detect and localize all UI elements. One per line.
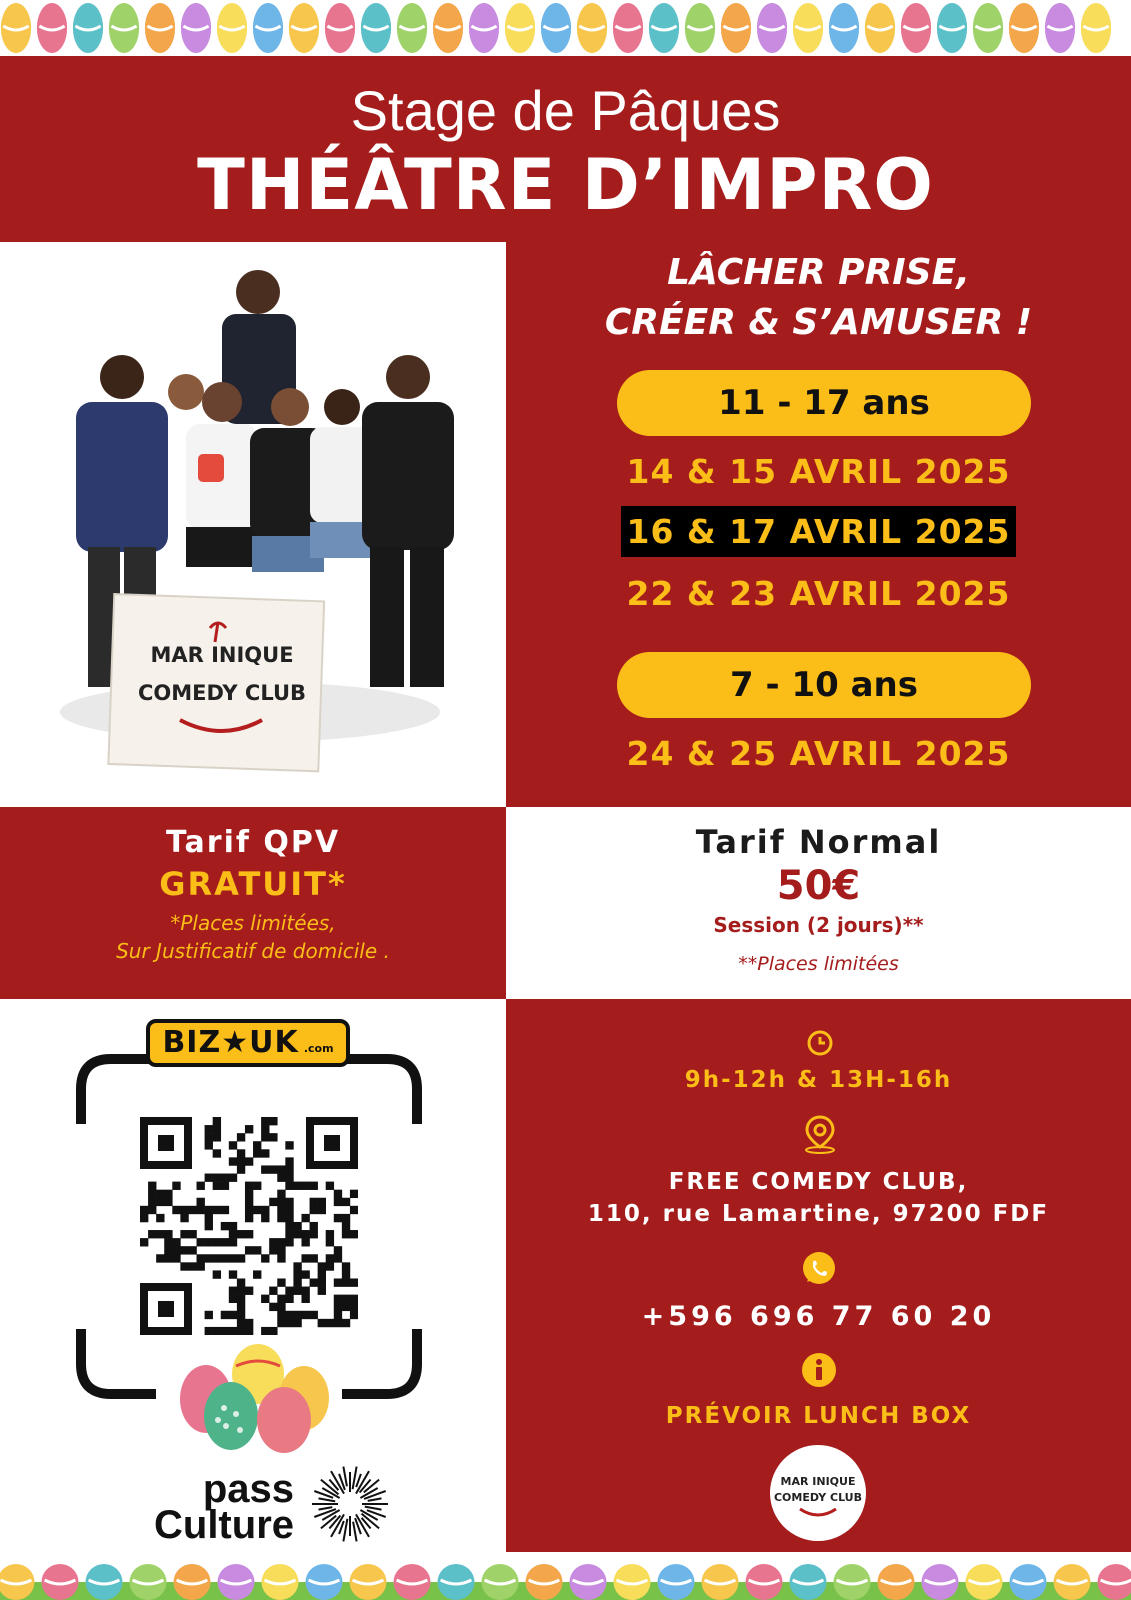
qr-module [310, 1230, 318, 1238]
qr-module [310, 1182, 318, 1190]
qr-module [148, 1230, 156, 1238]
qr-module [213, 1206, 221, 1214]
qr-module [285, 1165, 293, 1173]
burst-ray [319, 1507, 333, 1510]
qr-module [164, 1198, 172, 1206]
qr-module [164, 1254, 172, 1262]
qr-module [229, 1270, 237, 1278]
qr-module [277, 1206, 285, 1214]
group-photo-illustration [0, 242, 506, 807]
phone-number[interactable]: +596 696 77 60 20 [641, 1301, 996, 1332]
qr-module [245, 1125, 253, 1133]
bizouk-logo-text: BIZ★UK [162, 1025, 299, 1060]
qr-module [301, 1287, 309, 1295]
qr-module [180, 1206, 188, 1214]
qr-module [245, 1287, 253, 1295]
qr-module [318, 1206, 326, 1214]
qr-module [326, 1254, 334, 1262]
qr-module [318, 1262, 326, 1270]
qr-module [245, 1246, 253, 1254]
qr-module [229, 1327, 237, 1335]
qr-module [334, 1214, 342, 1222]
qr-module [334, 1303, 342, 1311]
qr-module [342, 1270, 350, 1278]
qr-module [269, 1117, 277, 1125]
qr-module [261, 1133, 269, 1141]
price-normal-panel [506, 807, 1131, 999]
qr-module [245, 1206, 253, 1214]
qr-module [140, 1238, 148, 1246]
qr-module [213, 1182, 221, 1190]
qr-module [334, 1278, 342, 1286]
burst-ray [368, 1498, 382, 1501]
qr-module [205, 1311, 213, 1319]
qr-module [269, 1198, 277, 1206]
qr-module [213, 1327, 221, 1335]
qr-module [221, 1206, 229, 1214]
price-qpv-note1: *Places limitées, [170, 911, 336, 935]
whatsapp-icon [799, 1249, 839, 1289]
qr-module [269, 1327, 277, 1335]
qr-module [310, 1278, 318, 1286]
qr-module [180, 1246, 188, 1254]
venue-name: FREE COMEDY CLUB, [668, 1169, 969, 1195]
qr-module [350, 1311, 358, 1319]
qr-module [318, 1287, 326, 1295]
qr-module [229, 1141, 237, 1149]
qr-module [197, 1206, 205, 1214]
qr-module [156, 1190, 164, 1198]
qr-module [197, 1182, 205, 1190]
qr-module [156, 1230, 164, 1238]
qr-module [245, 1319, 253, 1327]
qr-module [301, 1254, 309, 1262]
qr-module [221, 1238, 229, 1246]
qr-module [245, 1190, 253, 1198]
qr-module [180, 1262, 188, 1270]
qr-module [277, 1190, 285, 1198]
qr-module [180, 1214, 188, 1222]
qr-module [188, 1206, 196, 1214]
qr-module [172, 1246, 180, 1254]
qr-module [293, 1278, 301, 1286]
qr-module [269, 1238, 277, 1246]
qr-module [310, 1311, 318, 1319]
qr-module [229, 1287, 237, 1295]
price-qpv-note2: Sur Justificatif de domicile . [116, 939, 390, 963]
venue-address: 110, rue Lamartine, 97200 FDF [587, 1201, 1050, 1227]
qr-module [205, 1214, 213, 1222]
price-qpv-label: Tarif QPV [165, 825, 341, 860]
qr-module [293, 1319, 301, 1327]
qr-module [350, 1206, 358, 1214]
qr-module [237, 1303, 245, 1311]
qr-module [205, 1238, 213, 1246]
qr-module [326, 1262, 334, 1270]
qr-module [277, 1278, 285, 1286]
pass-culture-line2: Culture [154, 1503, 294, 1547]
qr-module [180, 1230, 188, 1238]
qr-module [140, 1206, 148, 1214]
qr-module [156, 1198, 164, 1206]
price-normal-value: 50€ [776, 863, 861, 909]
qr-module [237, 1278, 245, 1286]
qr-module [229, 1254, 237, 1262]
qr-module [261, 1117, 269, 1125]
qr-module [269, 1133, 277, 1141]
qr-module [148, 1190, 156, 1198]
qr-module [334, 1319, 342, 1327]
qr-module [301, 1295, 309, 1303]
qr-module [253, 1149, 261, 1157]
qr-module [318, 1278, 326, 1286]
qr-module [269, 1287, 277, 1295]
qr-module [301, 1214, 309, 1222]
qr-module [342, 1319, 350, 1327]
qr-module [277, 1295, 285, 1303]
qr-module [237, 1230, 245, 1238]
qr-module [221, 1254, 229, 1262]
qr-module [237, 1254, 245, 1262]
qr-module [326, 1230, 334, 1238]
qr-module [334, 1295, 342, 1303]
qr-module [318, 1198, 326, 1206]
qr-module [318, 1319, 326, 1327]
qr-module [261, 1295, 269, 1303]
pass-culture-burst-icon [305, 1459, 395, 1549]
qr-module [334, 1311, 342, 1319]
price-normal-note: **Places limitées [738, 953, 899, 975]
qr-module [205, 1125, 213, 1133]
qr-module [164, 1190, 172, 1198]
qr-module [326, 1182, 334, 1190]
qr-module [148, 1206, 156, 1214]
qr-module [188, 1246, 196, 1254]
qr-module [269, 1246, 277, 1254]
qr-module [285, 1182, 293, 1190]
qr-module [350, 1278, 358, 1286]
qr-module [261, 1165, 269, 1173]
qr-module [342, 1278, 350, 1286]
qr-module [229, 1222, 237, 1230]
qr-module [293, 1182, 301, 1190]
qr-module [229, 1230, 237, 1238]
qr-module [237, 1287, 245, 1295]
qr-module [221, 1311, 229, 1319]
qr-module [342, 1295, 350, 1303]
easter-egg-border-top [0, 0, 1131, 56]
logo-smile-icon [798, 1507, 838, 1519]
qr-module [245, 1327, 253, 1335]
qr-module [237, 1327, 245, 1335]
comedy-club-logo [770, 1445, 866, 1541]
qr-module [213, 1238, 221, 1246]
qr-module [310, 1198, 318, 1206]
qr-module [237, 1165, 245, 1173]
qr-module [285, 1238, 293, 1246]
clock-icon [806, 1029, 834, 1057]
event-subtitle: Stage de Pâques [350, 79, 781, 142]
qr-module [301, 1270, 309, 1278]
burst-ray [343, 1467, 347, 1487]
qr-module [164, 1238, 172, 1246]
qr-module [277, 1214, 285, 1222]
date-item-highlighted [506, 512, 1131, 551]
date-item-highlight-text: 16 & 17 AVRIL 2025 [621, 506, 1017, 557]
event-title: THÉÂTRE D’IMPRO [197, 144, 934, 226]
qr-module [334, 1246, 342, 1254]
qr-module [213, 1270, 221, 1278]
qr-module [245, 1182, 253, 1190]
easter-egg-border-bottom [0, 1552, 1131, 1600]
qr-module [237, 1149, 245, 1157]
qr-module [188, 1230, 196, 1238]
qr-module [156, 1214, 164, 1222]
age-badge-younger: 7 - 10 ans [617, 652, 1031, 718]
sign-text-line1: MAR INIQUE [150, 643, 294, 667]
qr-module [342, 1198, 350, 1206]
qr-module [293, 1270, 301, 1278]
qr-module [293, 1262, 301, 1270]
qr-module [310, 1254, 318, 1262]
qr-module [285, 1174, 293, 1182]
qr-module [213, 1125, 221, 1133]
qr-module [213, 1133, 221, 1141]
qr-module [342, 1303, 350, 1311]
qr-module [301, 1182, 309, 1190]
qr-module [285, 1230, 293, 1238]
burst-ray [319, 1498, 336, 1501]
qr-module [318, 1270, 326, 1278]
price-qpv-value: GRATUIT* [159, 865, 347, 903]
schedule-panel [506, 242, 1131, 807]
qr-module [301, 1230, 309, 1238]
bizouk-logo[interactable] [146, 1019, 350, 1067]
qr-module [197, 1198, 205, 1206]
qr-module [269, 1303, 277, 1311]
qr-module [301, 1238, 309, 1246]
info-icon [801, 1352, 837, 1388]
qr-module [261, 1125, 269, 1133]
qr-module [221, 1327, 229, 1335]
qr-module [253, 1182, 261, 1190]
qr-module [342, 1262, 350, 1270]
qr-module [285, 1287, 293, 1295]
qr-module [334, 1254, 342, 1262]
qr-module [245, 1157, 253, 1165]
bizouk-logo-suffix: .com [303, 1042, 334, 1055]
price-qpv-panel [0, 807, 506, 999]
qr-module [326, 1238, 334, 1246]
qr-module [205, 1222, 213, 1230]
qr-module [205, 1141, 213, 1149]
location-pin-icon [801, 1114, 839, 1154]
qr-module [253, 1141, 261, 1149]
qr-module [253, 1270, 261, 1278]
qr-module [197, 1238, 205, 1246]
qr-module [342, 1230, 350, 1238]
qr-module [285, 1222, 293, 1230]
age-badge-older: 11 - 17 ans [617, 370, 1031, 436]
qr-module [350, 1230, 358, 1238]
slogan-line2: CRÉER & S’AMUSER ! [604, 302, 1033, 343]
qr-module [277, 1311, 285, 1319]
qr-module [205, 1254, 213, 1262]
qr-module [277, 1319, 285, 1327]
qr-module [334, 1198, 342, 1206]
qr-module [310, 1222, 318, 1230]
qr-module [350, 1303, 358, 1311]
qr-module [310, 1206, 318, 1214]
qr-module [172, 1206, 180, 1214]
qr-module [285, 1311, 293, 1319]
qr-module [148, 1198, 156, 1206]
qr-module [245, 1214, 253, 1222]
qr-module [293, 1287, 301, 1295]
qr-module [229, 1174, 237, 1182]
qr-module [205, 1133, 213, 1141]
qr-module [261, 1206, 269, 1214]
easter-eggs-cluster-icon [176, 1344, 336, 1454]
qr-module [188, 1262, 196, 1270]
qr-module [197, 1262, 205, 1270]
qr-module [213, 1254, 221, 1262]
qr-module [301, 1311, 309, 1319]
burst-ray [353, 1522, 357, 1542]
qr-module [140, 1214, 148, 1222]
qr-module [277, 1303, 285, 1311]
partners-panel [0, 999, 506, 1552]
qr-module [164, 1230, 172, 1238]
qr-module [350, 1295, 358, 1303]
pass-culture-line1: pass [202, 1467, 294, 1511]
header-banner [0, 56, 1131, 242]
qr-module [172, 1238, 180, 1246]
qr-module [293, 1311, 301, 1319]
qr-module [277, 1238, 285, 1246]
sign-text-line2: COMEDY CLUB [137, 681, 307, 705]
reminder-text: PRÉVOIR LUNCH BOX [665, 1403, 972, 1429]
qr-module [172, 1182, 180, 1190]
qr-module [277, 1198, 285, 1206]
hours-text: 9h-12h & 13H-16h [684, 1067, 953, 1093]
qr-module [213, 1174, 221, 1182]
qr-code[interactable] [140, 1117, 358, 1335]
group-photo [0, 242, 506, 807]
qr-module [229, 1238, 237, 1246]
qr-module [156, 1254, 164, 1262]
qr-module [237, 1311, 245, 1319]
qr-module [213, 1117, 221, 1125]
qr-module [237, 1133, 245, 1141]
qr-module [261, 1149, 269, 1157]
qr-module [229, 1295, 237, 1303]
qr-module [277, 1165, 285, 1173]
qr-module [285, 1206, 293, 1214]
qr-module [342, 1222, 350, 1230]
qr-module [326, 1319, 334, 1327]
qr-module [229, 1157, 237, 1165]
qr-module [164, 1246, 172, 1254]
qr-module [205, 1206, 213, 1214]
date-item: 14 & 15 AVRIL 2025 [626, 452, 1011, 491]
qr-module [229, 1311, 237, 1319]
qr-module [197, 1254, 205, 1262]
burst-ray [365, 1507, 382, 1510]
qr-module [237, 1319, 245, 1327]
qr-module [285, 1141, 293, 1149]
qr-module [148, 1182, 156, 1190]
qr-module [253, 1246, 261, 1254]
qr-module [172, 1254, 180, 1262]
qr-module [285, 1198, 293, 1206]
practical-info-panel [506, 999, 1131, 1552]
qr-module [261, 1327, 269, 1335]
date-item: 22 & 23 AVRIL 2025 [626, 574, 1011, 613]
qr-module [221, 1222, 229, 1230]
qr-module [205, 1174, 213, 1182]
qr-module [261, 1254, 269, 1262]
qr-module [293, 1230, 301, 1238]
qr-module [342, 1214, 350, 1222]
qr-module [245, 1230, 253, 1238]
qr-module [269, 1165, 277, 1173]
qr-module [221, 1182, 229, 1190]
slogan-line1: LÂCHER PRISE, [667, 252, 970, 293]
qr-module [285, 1319, 293, 1327]
qr-module [261, 1214, 269, 1222]
qr-module [334, 1190, 342, 1198]
qr-module [205, 1327, 213, 1335]
qr-module [277, 1254, 285, 1262]
qr-module [237, 1295, 245, 1303]
qr-module [285, 1214, 293, 1222]
qr-module [277, 1246, 285, 1254]
qr-module [253, 1206, 261, 1214]
qr-module [285, 1295, 293, 1303]
qr-module [221, 1174, 229, 1182]
price-normal-label: Tarif Normal [695, 823, 942, 861]
logo-text-line2: COMEDY CLUB [773, 1491, 863, 1504]
logo-text-line1: MAR INIQUE [780, 1475, 856, 1488]
date-item: 24 & 25 AVRIL 2025 [626, 734, 1011, 773]
qr-module [285, 1157, 293, 1165]
price-normal-detail: Session (2 jours)** [713, 913, 924, 937]
qr-module [293, 1222, 301, 1230]
qr-module [213, 1149, 221, 1157]
qr-module [350, 1190, 358, 1198]
qr-module [237, 1157, 245, 1165]
qr-module [245, 1198, 253, 1206]
qr-module [277, 1174, 285, 1182]
